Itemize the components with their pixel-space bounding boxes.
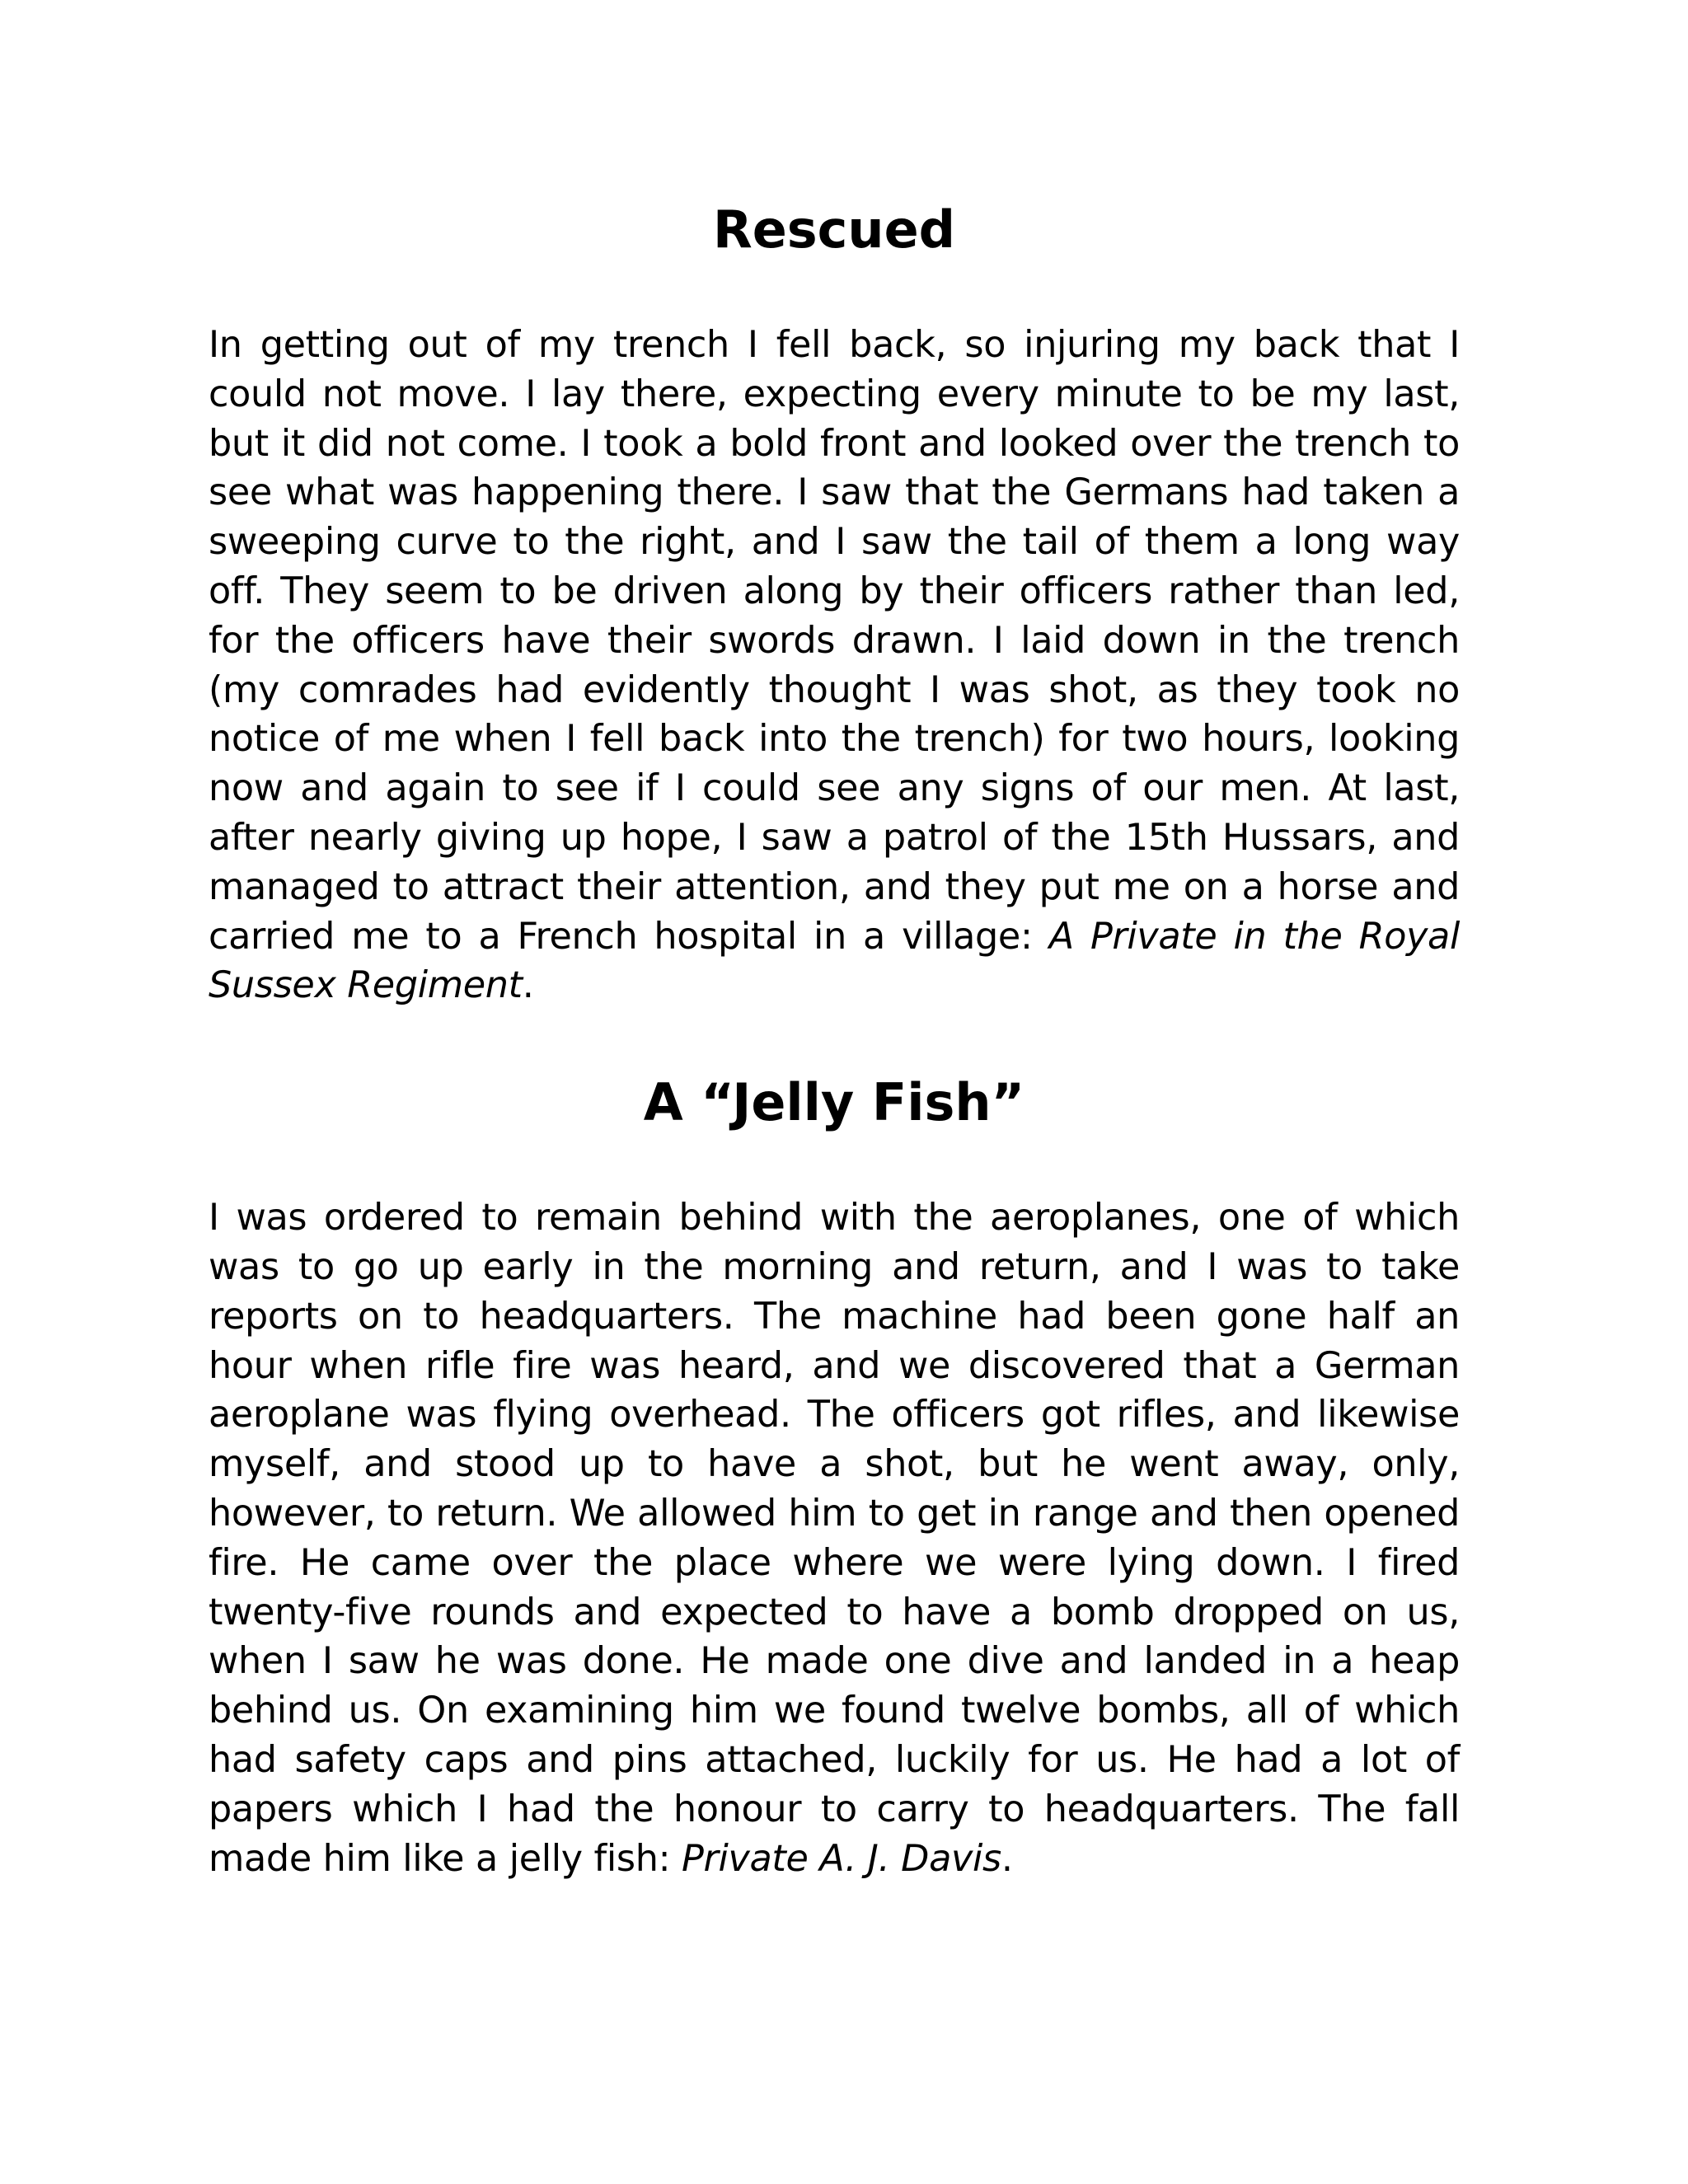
period: . bbox=[1001, 1837, 1013, 1880]
body-text: In getting out of my trench I fell back, so injuring my back that I could not move. I lay there, expecting every minute to be my last, but it did not come. I took a bold front and looked over the trench to see what was happening there. I saw that the Germans had taken a sweeping curve to the right, and I saw the tail of them a long way off. They seem to be driven along by their officers rather than led, for the officers have their swords drawn. I laid down in the trench (my comrades had evidently thought I was shot, as they took no notice of me when I fell back into the trench) for two hours, looking now and again to see if I could see any signs of our men. At last, after nearly giving up hope, I saw a patrol of the 15th Hussars, and managed to attract their attention, and they put me on a horse and carried me to a French hospital in a village: bbox=[209, 324, 1460, 958]
section-title-rescued: Rescued bbox=[712, 199, 955, 260]
section-body-jelly-fish bbox=[209, 1193, 1460, 1883]
body-text: I was ordered to remain behind with the aeroplanes, one of which was to go up early in the morning and return, and I was to take reports on to headquarters. The machine had been gone half an hour when rifle fire was heard, and we discovered that a German aeroplane was flying overhead. The officers got rifles, and likewise myself, and stood up to have a shot, but he went away, only, however, to return. We allowed him to get in range and then opened fire. He came over the place where we were lying down. I fired twenty-five rounds and expected to have a bomb dropped on us, when I saw he was done. He made one dive and landed in a heap behind us. On examining him we found twelve bombs, all of which had safety caps and pins attached, luckily for us. He had a lot of papers which I had the honour to carry to headquarters. The fall made him like a jelly fish: bbox=[209, 1197, 1460, 1880]
period: . bbox=[522, 964, 534, 1007]
section-body-rescued bbox=[209, 321, 1460, 1010]
document-page bbox=[209, 194, 1460, 1883]
attribution: Private A. J. Davis bbox=[682, 1837, 1001, 1880]
section-title-jelly-fish: A “Jelly Fish” bbox=[643, 1072, 1025, 1133]
attribution: A Private in the Royal Sussex Regiment bbox=[209, 915, 1460, 1007]
